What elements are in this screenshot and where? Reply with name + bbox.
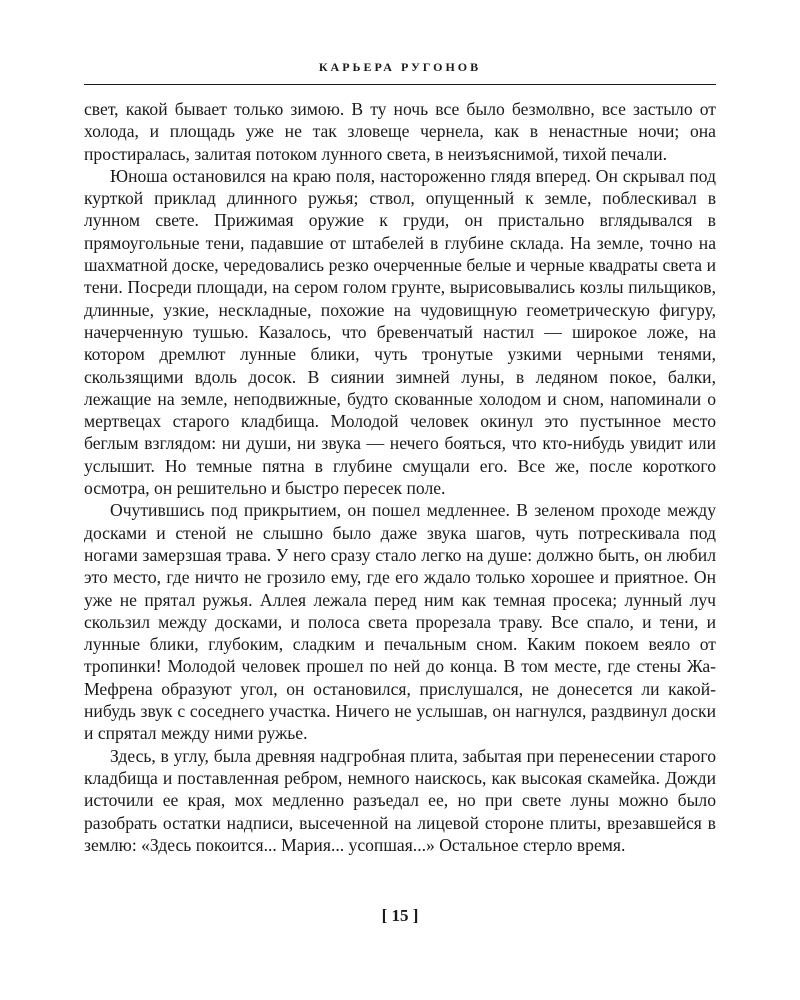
paragraph-1: свет, какой бывает только зимою. В ту ночь все было безмолвно, все застыло от холода, и площадь уже не так зловеще чернела, как в ненастные ночи; она простиралась, залитая потоком лунного света, в неизъяснимой, тихой печали. xyxy=(84,99,716,164)
page-number: [ 15 ] xyxy=(381,906,419,925)
paragraph-2: Юноша остановился на краю поля, настороженно глядя вперед. Он скрывал под курткой приклад длинного ружья; ствол, опущенный к земле, поблескивал в лунном свете. Прижимая оружие к груди, он пристально вглядывался в прямоугольные тени, падавшие от штабелей в глубине склада. На земле, точно на шахматной доске, чередовались резко очерченные белые и черные квадраты света и тени. Посреди площади, на сером голом грунте, вырисовывались козлы пильщиков, длинные, узкие, нескладные, похожие на чудовищную геометрическую фигуру, начерченную тушью. Казалось, что бревенчатый настил — широкое ложе, на котором дремлют лунные блики, чуть тронутые узкими черными тенями, скользящими вдоль досок. В сиянии зимней луны, в ледяном покое, балки, лежащие на земле, неподвижные, будто скованные холодом и сном, напоминали о мертвецах старого кладбища. Молодой человек окинул это пустынное место беглым взглядом: ни души, ни звука — нечего бояться, что кто-нибудь увидит или услышит. Но темные пятна в глубине смущали его. Все же, после короткого осмотра, он решительно и быстро пересек поле. xyxy=(84,165,716,499)
body-text xyxy=(84,98,716,856)
header-rule xyxy=(84,84,716,85)
paragraph-3: Очутившись под прикрытием, он пошел медленнее. В зеленом проходе между досками и стеной не слышно было даже звука шагов, чуть потрескивала под ногами замерзшая трава. У него сразу стало легко на душе: должно быть, он любил это место, где ничто не грозило ему, где его ждало только хорошее и приятное. Он уже не прятал ружья. Аллея лежала перед ним как темная просека; лунный луч скользил между досками, и полоса света прорезала траву. Все спало, и тени, и лунные блики, глубоким, сладким и печальным сном. Каким покоем веяло от тропинки! Молодой человек прошел по ней до конца. В том месте, где стены Жа-Мефрена образуют угол, он остановился, прислушался, не донесется ли какой-нибудь звук с соседнего участка. Ничего не услышав, он нагнулся, раздвинул доски и спрятал между ними ружье. xyxy=(84,500,716,744)
running-title: КАРЬЕРА РУГОНОВ xyxy=(318,60,482,74)
paragraph-4: Здесь, в углу, была древняя надгробная плита, забытая при перенесении старого кладбища и поставленная ребром, немного наискось, как высокая скамейка. Дожди источили ее края, мох медленно разъедал ее, но при свете луны можно было разобрать остатки надписи, высеченной на лицевой стороне плиты, врезавшейся в землю: «Здесь покоится... Мария... усопшая...» Остальное стерло время. xyxy=(84,745,716,855)
